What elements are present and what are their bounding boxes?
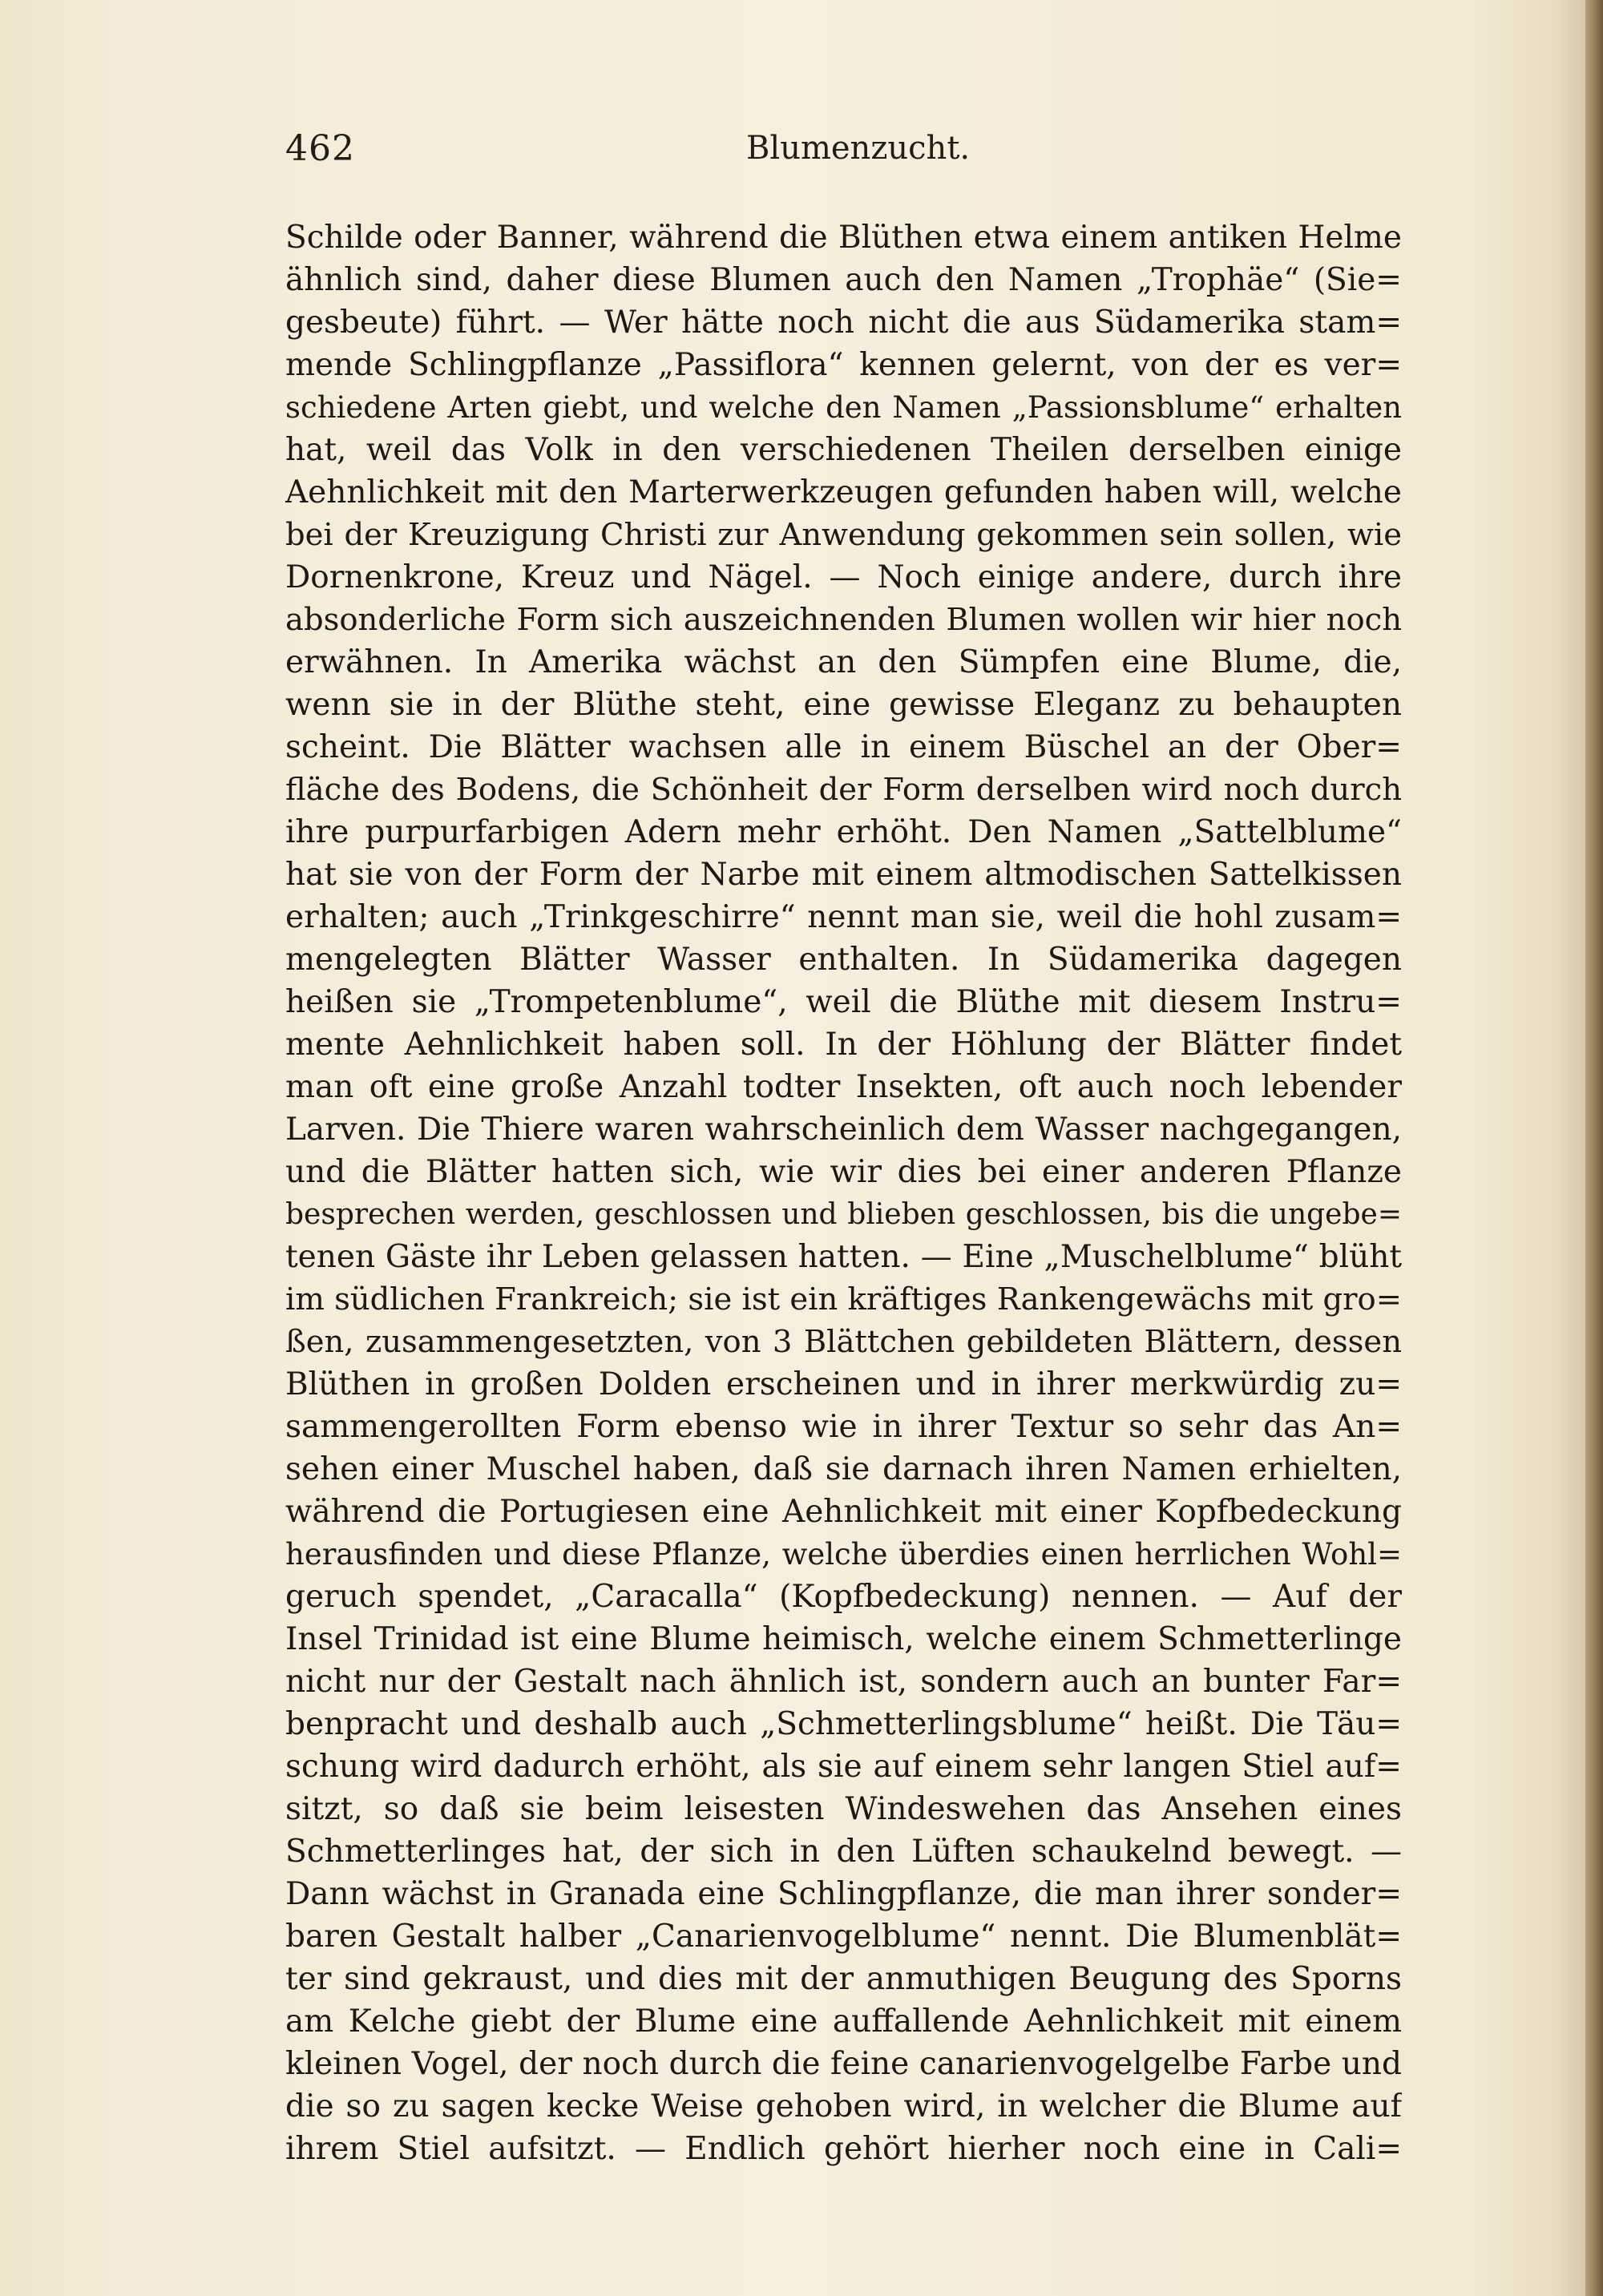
text-line: kleinen Vogel, der noch durch die feine canarienvogelgelbe Farbe und (285, 2046, 1402, 2082)
text-line: mente Aehnlichkeit haben soll. In der Höhlung der Blätter findet (285, 1027, 1402, 1063)
text-line: schiedene Arten giebt, und welche den Namen „Passionsblume“ erhalten (285, 390, 1402, 425)
text-line: Blüthen in großen Dolden erscheinen und in ihrer merkwürdig zu= (285, 1366, 1402, 1402)
text-line: ihre purpurfarbigen Adern mehr erhöht. Den Namen „Sattelblume“ (285, 814, 1402, 850)
page-header (285, 128, 1402, 176)
body-text (285, 216, 1402, 2170)
text-line: schung wird dadurch erhöht, als sie auf einem sehr langen Stiel auf= (285, 1749, 1402, 1785)
text-line: wenn sie in der Blüthe steht, eine gewisse Eleganz zu behaupten (285, 687, 1402, 723)
text-line: fläche des Bodens, die Schönheit der Form derselben wird noch durch (285, 772, 1402, 808)
text-line: Insel Trinidad ist eine Blume heimisch, welche einem Schmetterlinge (285, 1621, 1402, 1657)
text-line: tenen Gäste ihr Leben gelassen hatten. — Eine „Muschelblume“ blüht (285, 1239, 1402, 1275)
text-line: nicht nur der Gestalt nach ähnlich ist, sondern auch an bunter Far= (285, 1664, 1402, 1700)
text-line: erwähnen. In Amerika wächst an den Sümpfen eine Blume, die, (285, 644, 1402, 680)
text-line: und die Blätter hatten sich, wie wir dies bei einer anderen Pflanze (285, 1154, 1402, 1190)
text-line: ter sind gekraust, und dies mit der anmuthigen Beugung des Sporns (285, 1961, 1402, 1997)
text-line: benpracht und deshalb auch „Schmetterlingsblume“ heißt. Die Täu= (285, 1706, 1402, 1742)
text-line: baren Gestalt halber „Canarienvogelblume“ nennt. Die Blumenblät= (285, 1919, 1402, 1955)
text-line: sehen einer Muschel haben, daß sie darnach ihren Namen erhielten, (285, 1451, 1402, 1487)
text-line: gesbeute) führt. — Wer hätte noch nicht die aus Südamerika stam= (285, 305, 1402, 341)
text-line: herausfinden und diese Pflanze, welche überdies einen herrlichen Wohl= (285, 1537, 1402, 1572)
text-line: heißen sie „Trompetenblume“, weil die Blüthe mit diesem Instru= (285, 984, 1402, 1020)
text-line: geruch spendet, „Caracalla“ (Kopfbedeckung) nennen. — Auf der (285, 1579, 1402, 1615)
text-line: im südlichen Frankreich; sie ist ein kräftiges Rankengewächs mit gro= (285, 1281, 1402, 1317)
page-number: 462 (285, 128, 355, 169)
text-line: sitzt, so daß sie beim leisesten Windeswehen das Ansehen eines (285, 1791, 1402, 1827)
text-line: hat sie von der Form der Narbe mit einem altmodischen Sattelkissen (285, 857, 1402, 893)
text-line: während die Portugiesen eine Aehnlichkeit mit einer Kopfbedeckung (285, 1494, 1402, 1530)
text-line: erhalten; auch „Trinkgeschirre“ nennt man sie, weil die hohl zusam= (285, 899, 1402, 935)
text-line: Schilde oder Banner, während die Blüthen etwa einem antiken Helme (285, 220, 1402, 256)
text-line: ßen, zusammengesetzten, von 3 Blättchen gebildeten Blättern, dessen (285, 1324, 1402, 1360)
text-line: scheint. Die Blätter wachsen alle in einem Büschel an der Ober= (285, 729, 1402, 765)
running-title: Blumenzucht. (746, 130, 971, 167)
text-line: ihrem Stiel aufsitzt. — Endlich gehört hierher noch eine in Cali= (285, 2131, 1402, 2167)
text-line: am Kelche giebt der Blume eine auffallende Aehnlichkeit mit einem (285, 2003, 1402, 2040)
page-edge-shadow (1585, 0, 1603, 2296)
text-line: Aehnlichkeit mit den Marterwerkzeugen gefunden haben will, welche (285, 474, 1402, 510)
text-line: Schmetterlinges hat, der sich in den Lüften schaukelnd bewegt. — (285, 1834, 1402, 1870)
text-line: sammengerollten Form ebenso wie in ihrer Textur so sehr das An= (285, 1409, 1402, 1445)
text-line: man oft eine große Anzahl todter Insekten, oft auch noch lebender (285, 1069, 1402, 1105)
text-line: Dornenkrone, Kreuz und Nägel. — Noch einige andere, durch ihre (285, 559, 1402, 595)
text-line: absonderliche Form sich auszeichnenden Blumen wollen wir hier noch (285, 602, 1402, 638)
text-line: besprechen werden, geschlossen und blieben geschlossen, bis die ungebe= (285, 1198, 1402, 1231)
text-line: hat, weil das Volk in den verschiedenen Theilen derselben einige (285, 432, 1402, 468)
text-line: mende Schlingpflanze „Passiflora“ kennen gelernt, von der es ver= (285, 347, 1402, 383)
text-line: bei der Kreuzigung Christi zur Anwendung gekommen sein sollen, wie (285, 517, 1402, 553)
text-line: ähnlich sind, daher diese Blumen auch den Namen „Trophäe“ (Sie= (285, 262, 1402, 298)
text-line: Larven. Die Thiere waren wahrscheinlich dem Wasser nachgegangen, (285, 1112, 1402, 1148)
text-line: Dann wächst in Granada eine Schlingpflanze, die man ihrer sonder= (285, 1876, 1402, 1912)
text-line: die so zu sagen kecke Weise gehoben wird, in welcher die Blume auf (285, 2088, 1402, 2125)
text-line: mengelegten Blätter Wasser enthalten. In Südamerika dagegen (285, 942, 1402, 978)
